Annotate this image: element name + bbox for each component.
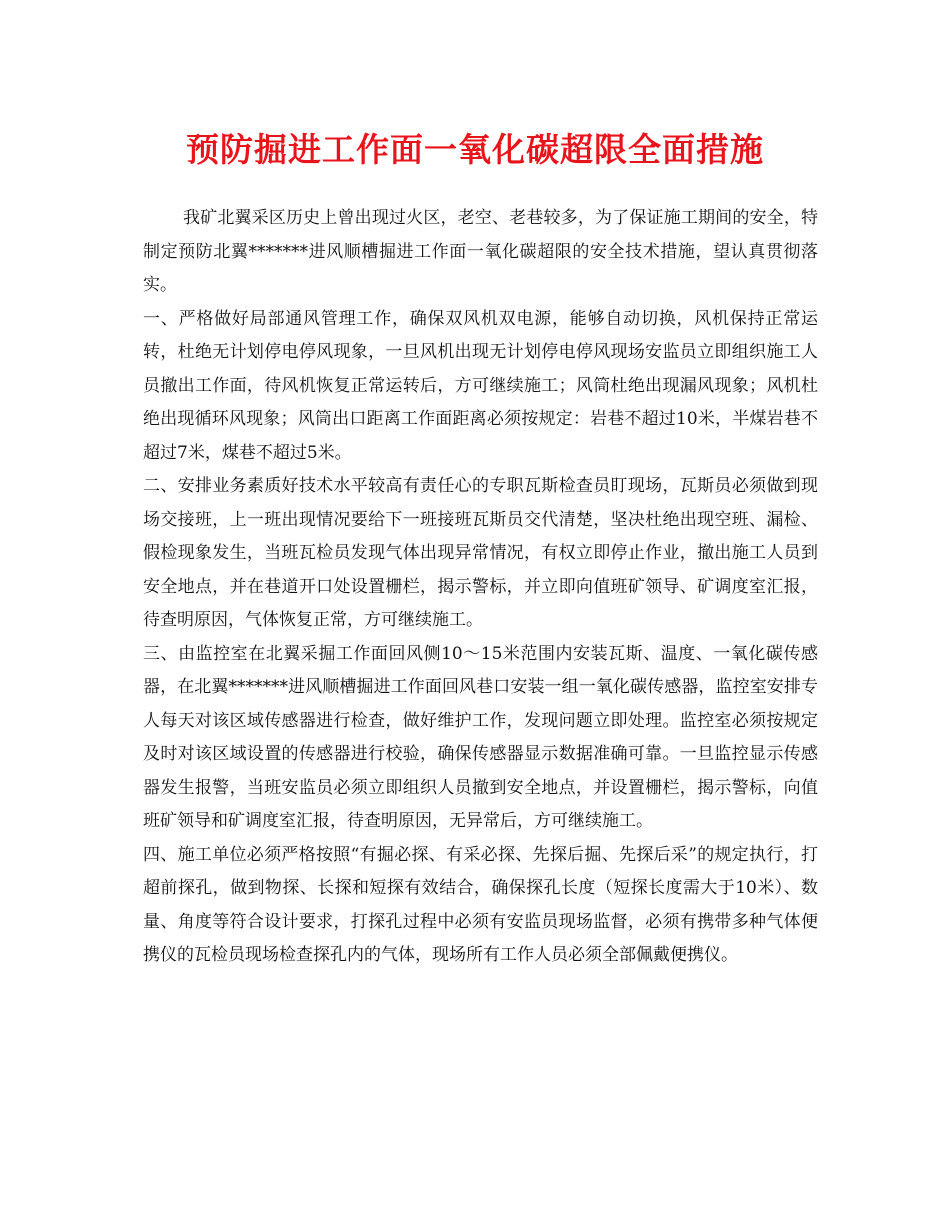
intro-paragraph: 我矿北翼采区历史上曾出现过火区，老空、老巷较多，为了保证施工期间的安全，特制定预防北翼*******进风顺槽掘进工作面一氧化碳超限的安全技术措施，望认真贯彻落实。 (143, 208, 818, 295)
section-3-paragraph: 三、由监控室在北翼采掘工作面回风侧10～15米范围内安装瓦斯、温度、一氧化碳传感器，在北翼*******进风顺槽掘进工作面回风巷口安装一组一氧化碳传感器，监控室安排专人每天对该区域传感器进行检查，做好维护工作，发现问题立即处理。监控室必须按规定及时对该区域设置的传感器进行校验，确保传感器显示数据准确可靠。一旦监控显示传感器发生报警，当班安监员必须立即组织人员撤到安全地点，并设置栅栏，揭示警标，向值班矿领导和矿调度室汇报，待查明原因，无异常后，方可继续施工。 (143, 643, 818, 831)
section-2-paragraph: 二、安排业务素质好技术水平较高有责任心的专职瓦斯检查员盯现场，瓦斯员必须做到现场交接班，上一班出现情况要给下一班接班瓦斯员交代清楚，坚决杜绝出现空班、漏检、假检现象发生，当班瓦检员发现气体出现异常情况，有权立即停止作业，撤出施工人员到安全地点，并在巷道开口处设置栅栏，揭示警标，并立即向值班矿领导、矿调度室汇报，待查明原因，气体恢复正常，方可继续施工。 (143, 476, 818, 630)
document-title: 预防掘进工作面一氧化碳超限全面措施 (186, 130, 764, 169)
section-1-paragraph: 一、严格做好局部通风管理工作，确保双风机双电源，能够自动切换，风机保持正常运转，杜绝无计划停电停风现象，一旦风机出现无计划停电停风现场安监员立即组织施工人员撤出工作面，待风机恢复正常运转后，方可继续施工；风筒杜绝出现漏风现象；风机杜绝出现循环风现象；风筒出口距离工作面距离必须按规定：岩巷不超过10米，半煤岩巷不超过7米，煤巷不超过5米。 (143, 308, 818, 463)
document-body (143, 202, 818, 973)
section-4-paragraph: 四、施工单位必须严格按照“有掘必探、有采必探、先探后掘、先探后采”的规定执行，打超前探孔，做到物探、长探和短探有效结合，确保探孔长度（短探长度需大于10米）、数量、角度等符合设计要求，打探孔过程中必须有安监员现场监督，必须有携带多种气体便携仪的瓦检员现场检查探孔内的气体，现场所有工作人员必须全部佩戴便携仪。 (143, 844, 818, 965)
